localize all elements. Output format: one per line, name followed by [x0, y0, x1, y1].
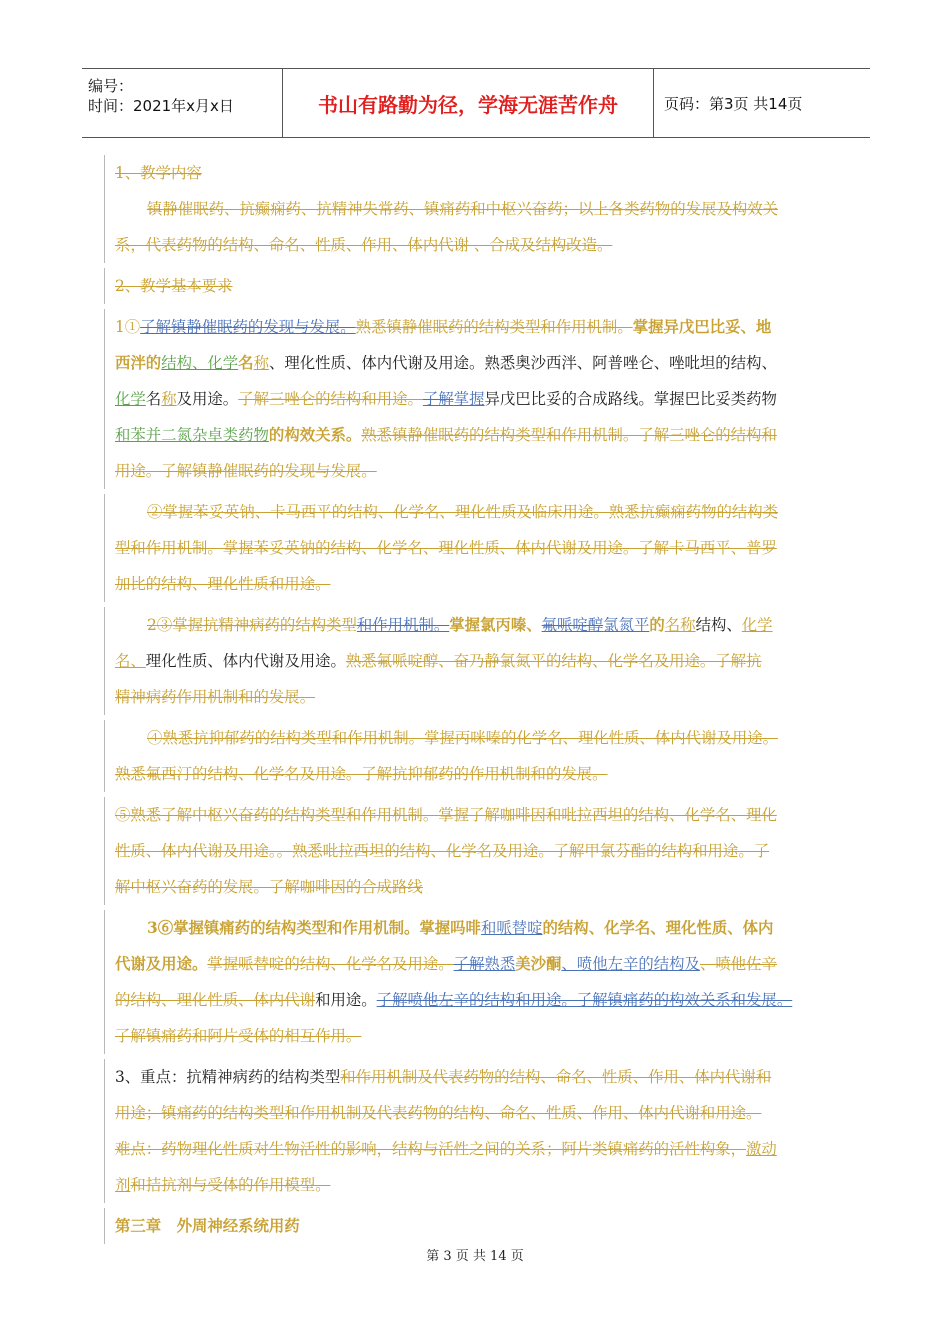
page-header [82, 68, 870, 138]
paragraph-line: ④熟悉抗抑郁药的结构类型和作用机制。掌握丙咪嗪的化学名、理化性质、体内代谢及用途。 [147, 729, 779, 747]
text-run: 熟悉氟哌啶醇、奋乃静氯氮平的结构、化学名及用途。了解抗 [345, 652, 762, 670]
text-run: 、理化性质、体内代谢及用途。熟悉奥沙西泮、阿普唑仑、唑吡坦的结构、 [268, 354, 777, 372]
text-run: 了解三唑仑的结构和用途。 [238, 390, 423, 408]
page-label: 页码：第3页 共14页 [664, 94, 803, 113]
paragraph-line: ②掌握苯妥英钠、卡马西平的结构、化学名、理化性质及临床用途。熟悉抗癫痫药物的结构类 [147, 503, 779, 521]
text-run: 掌握哌替啶的结构、化学名及用途。 [207, 955, 454, 973]
requirement-item-3 [104, 607, 844, 715]
paragraph-line [115, 309, 844, 345]
requirement-item-2 [104, 494, 844, 602]
paragraph-line: 熟悉氟西汀的结构、化学名及用途。了解抗抑郁药的作用机制和的发展。 [115, 765, 608, 783]
text-run: 的 [649, 616, 665, 634]
item-number: 2③ [147, 616, 173, 634]
chapter-heading-block [104, 1208, 844, 1244]
text-run: 了解镇静催眠药的发现与发展。 [140, 318, 356, 336]
section-basic-requirements-title [104, 268, 844, 304]
paragraph-line [115, 643, 844, 679]
text-run: 结构、化学 [161, 354, 239, 372]
section-title: 1、教学内容 [115, 164, 202, 182]
paragraph-line [115, 946, 844, 982]
paragraph-line: 加比的结构、理化性质和用途。 [115, 575, 331, 593]
text-run: 3、重点：抗精神病药的结构类型 [115, 1068, 341, 1086]
paragraph-line: ⑤熟悉了解中枢兴奋药的结构类型和作用机制。掌握了解咖啡因和吡拉西坦的结构、化学名、理化 [115, 806, 777, 824]
text-run: 的结构及 [638, 955, 700, 973]
text-run: 的结构、理化性质、体内代谢 [115, 991, 316, 1009]
paragraph-line: 系，代表药物的结构、命名、性质、作用、体内代谢 、合成及结构改造。 [115, 236, 613, 254]
paragraph-line [115, 1167, 844, 1203]
text-run: 了解喷他左辛的结构和用途。了解镇痛药的构效关系和发展。 [376, 991, 793, 1009]
time-label: 时间：2021年x月x日 [88, 97, 234, 115]
text-run: 和用途。 [315, 991, 377, 1009]
text-run: 西泮的 [115, 354, 162, 372]
text-run: 熟悉镇静催眠药的结构类型和作用机制。了解三唑仑的结构和 [361, 426, 777, 444]
section-key-points [104, 1059, 844, 1203]
paragraph-line [115, 910, 844, 946]
paragraph-line [115, 345, 844, 381]
text-run: 和哌替啶 [480, 919, 543, 937]
text-run: 称 [253, 354, 269, 372]
text-run: 名称 [664, 616, 696, 634]
header-left-cell [82, 69, 283, 137]
text-run: 名 [238, 354, 254, 372]
text-run: 异戊巴比妥的合成路线。掌握巴比妥类药物 [484, 390, 777, 408]
text-run: 理化性质、体内代谢及用途。 [145, 652, 346, 670]
text-run: 结构、 [695, 616, 742, 634]
paragraph-line: 型和作用机制。掌握苯妥英钠的结构、化学名、理化性质、体内代谢及用途。了解卡马西平、普罗 [115, 539, 777, 557]
text-run: 及用途。 [176, 390, 239, 408]
section-title: 2、教学基本要求 [115, 277, 233, 295]
requirement-item-6 [104, 910, 844, 1054]
paragraph-line [115, 1131, 844, 1167]
code-label: 编号： [88, 77, 134, 95]
text-run: 的构效关系。 [268, 426, 362, 444]
requirement-item-5 [104, 797, 844, 905]
text-run: 和苯并二氮杂卓类药物 [115, 426, 269, 444]
paragraph-line: 镇静催眠药、抗癫痫药、抗精神失常药、镇痛药和中枢兴奋药；以上各类药物的发展及构效关 [147, 200, 779, 218]
paragraph-line [115, 1059, 844, 1095]
text-run: 美沙酮 [515, 955, 562, 973]
text-run: 难点：药物理化性质对生物活性的影响，结构与活性之间的关系；阿片类镇痛药的活性构象， [115, 1140, 747, 1158]
paragraph-line: 了解镇痛药和阿片受体的相互作用。 [115, 1027, 362, 1045]
text-run: 熟悉镇静催眠药的结构类型和作用机制。 [355, 318, 633, 336]
paragraph-line [115, 982, 844, 1018]
document-body [104, 155, 844, 1249]
page-footer: 第 3 页 共 14 页 [426, 1249, 524, 1264]
text-run: 剂 [115, 1176, 131, 1194]
text-run: 了解 [453, 955, 485, 973]
section-teaching-content [104, 155, 844, 263]
text-run: 激动 [746, 1140, 777, 1158]
text-run: 化学 [741, 616, 773, 634]
paragraph-line [115, 607, 844, 643]
paragraph-line: 解中枢兴奋药的发展。了解咖啡因的合成路线 [115, 878, 423, 896]
text-run: 掌握镇痛药的结构类型和作用机制。掌握吗啡 [173, 919, 481, 937]
motto: 书山有路勤为径，学海无涯苦作舟 [283, 69, 654, 137]
item-number: 3⑥ [147, 919, 174, 937]
paragraph-line: 精神病药作用机制和的发展。 [115, 688, 316, 706]
text-run: 和作用机制及代表药物的结构、命名、性质、作用、体内代谢和 [340, 1068, 772, 1086]
text-run: 掌握 [453, 390, 485, 408]
text-run: 名、 [115, 652, 146, 670]
text-run: 掌握异戊巴比妥、地 [632, 318, 772, 336]
text-run: 掌握抗精神病药的结构类型 [172, 616, 357, 634]
paragraph-line [115, 417, 844, 453]
chapter-heading: 第三章 外周神经系统用药 [115, 1217, 300, 1235]
paragraph-line: 用途；镇痛药的结构类型和作用机制及代表药物的结构、命名、性质、作用、体内代谢和用途。 [115, 1104, 762, 1122]
text-run: 代谢及用途。 [115, 955, 208, 973]
text-run: 名 [145, 390, 162, 408]
text-run: 、喷他左辛 [561, 955, 639, 973]
paragraph-line: 用途。了解镇静催眠药的发现与发展。 [115, 462, 377, 480]
paragraph-line [115, 381, 844, 417]
text-run: 化学 [115, 390, 146, 408]
requirement-item-4 [104, 720, 844, 792]
text-run: 和拮抗剂与受体的作用模型。 [130, 1176, 331, 1194]
text-run: 的结构、化学名、理化性质、体内 [542, 919, 774, 937]
text-run: 称 [161, 390, 177, 408]
text-run: 和作用机制。 [356, 616, 450, 634]
text-run: 、喷他佐辛 [699, 955, 777, 973]
item-number: 1① [115, 318, 141, 336]
text-run: 掌握氯丙嗪、 [449, 616, 542, 634]
text-run: 熟悉 [484, 955, 516, 973]
text-run: 了解 [422, 390, 454, 408]
text-run: 氟哌啶醇 [541, 616, 604, 634]
requirement-item-1 [104, 309, 844, 489]
paragraph-line: 性质、体内代谢及用途。。熟悉吡拉西坦的结构、化学名及用途。了解甲氯芬酯的结构和用途。了 [115, 842, 770, 860]
text-run: 氯氮平 [603, 616, 650, 634]
